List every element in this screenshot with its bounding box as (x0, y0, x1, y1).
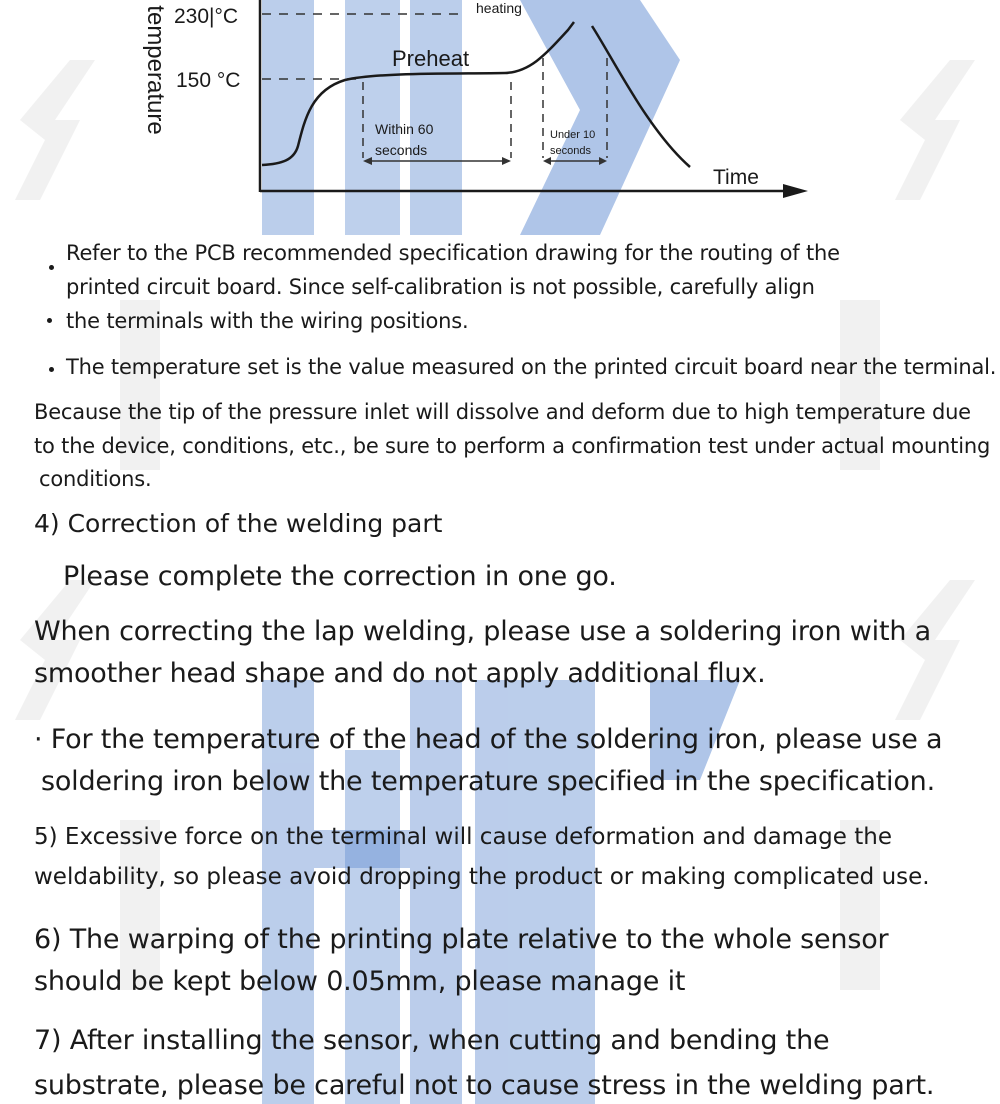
bullet-dot-pcb-1 (49, 265, 54, 270)
section-4-para-line1: When correcting the lap welding, please use a soldering iron with a (34, 616, 931, 647)
section-6-line2: should be kept below 0.05mm, please manage it (34, 966, 686, 997)
x-axis-label: Time (713, 166, 759, 189)
section-5-line1: 5) Excessive force on the terminal will cause deformation and damage the (34, 824, 892, 850)
section-4-iron-line2: soldering iron below the temperature specified in the specification. (41, 766, 935, 797)
section-7-line2: substrate, please be careful not to cause stress in the welding part. (34, 1070, 935, 1101)
tip-note-line3: conditions. (39, 467, 152, 491)
heating-label: heating (476, 0, 522, 16)
pcb-note-line3: the terminals with the wiring positions. (66, 309, 469, 333)
within-60-label-line1: Within 60 (375, 121, 434, 137)
peak-arrow-right (599, 157, 607, 165)
preheat-arrow-right (502, 157, 511, 165)
y-axis-label: temperature (142, 5, 169, 135)
under-10-label-line2: seconds (550, 145, 591, 157)
preheat-label: Preheat (392, 46, 470, 71)
section-4-line1: Please complete the correction in one go. (63, 561, 617, 592)
within-60-label-line2: seconds (375, 142, 428, 158)
temperature-profile-curve (262, 22, 690, 167)
tip-note-line2: to the device, conditions, etc., be sure to perform a confirmation test under actual mounting (34, 434, 991, 458)
tick-label-230: 230|°C (174, 5, 239, 28)
section-4-heading: 4) Correction of the welding part (34, 509, 443, 538)
bullet-dot-pcb-2 (47, 318, 52, 323)
peak-arrow-left (543, 157, 551, 165)
section-4-para-line2: smoother head shape and do not apply additional flux. (34, 658, 766, 689)
pcb-note-line1: Refer to the PCB recommended specification drawing for the routing of the (66, 241, 840, 265)
tip-note-line1: Because the tip of the pressure inlet will dissolve and deform due to high temperature due (34, 400, 971, 424)
temperature-note: The temperature set is the value measured on the printed circuit board near the terminal. (66, 355, 997, 379)
preheat-arrow-left (363, 157, 372, 165)
bullet-dot-temp (49, 367, 54, 372)
x-axis-arrow (783, 184, 808, 198)
tick-label-150: 150 °C (176, 69, 241, 92)
section-4-iron-line1: · For the temperature of the head of the soldering iron, please use a (34, 724, 943, 755)
section-6-line1: 6) The warping of the printing plate relative to the whole sensor (34, 924, 889, 955)
under-10-label-line1: Under 10 (550, 129, 596, 141)
pcb-note-line2: printed circuit board. Since self-calibration is not possible, carefully align (66, 275, 815, 299)
section-7-line1: 7) After installing the sensor, when cutting and bending the (34, 1025, 830, 1056)
section-5-line2: weldability, so please avoid dropping the product or making complicated use. (34, 864, 930, 890)
reflow-profile-chart (0, 0, 1000, 235)
